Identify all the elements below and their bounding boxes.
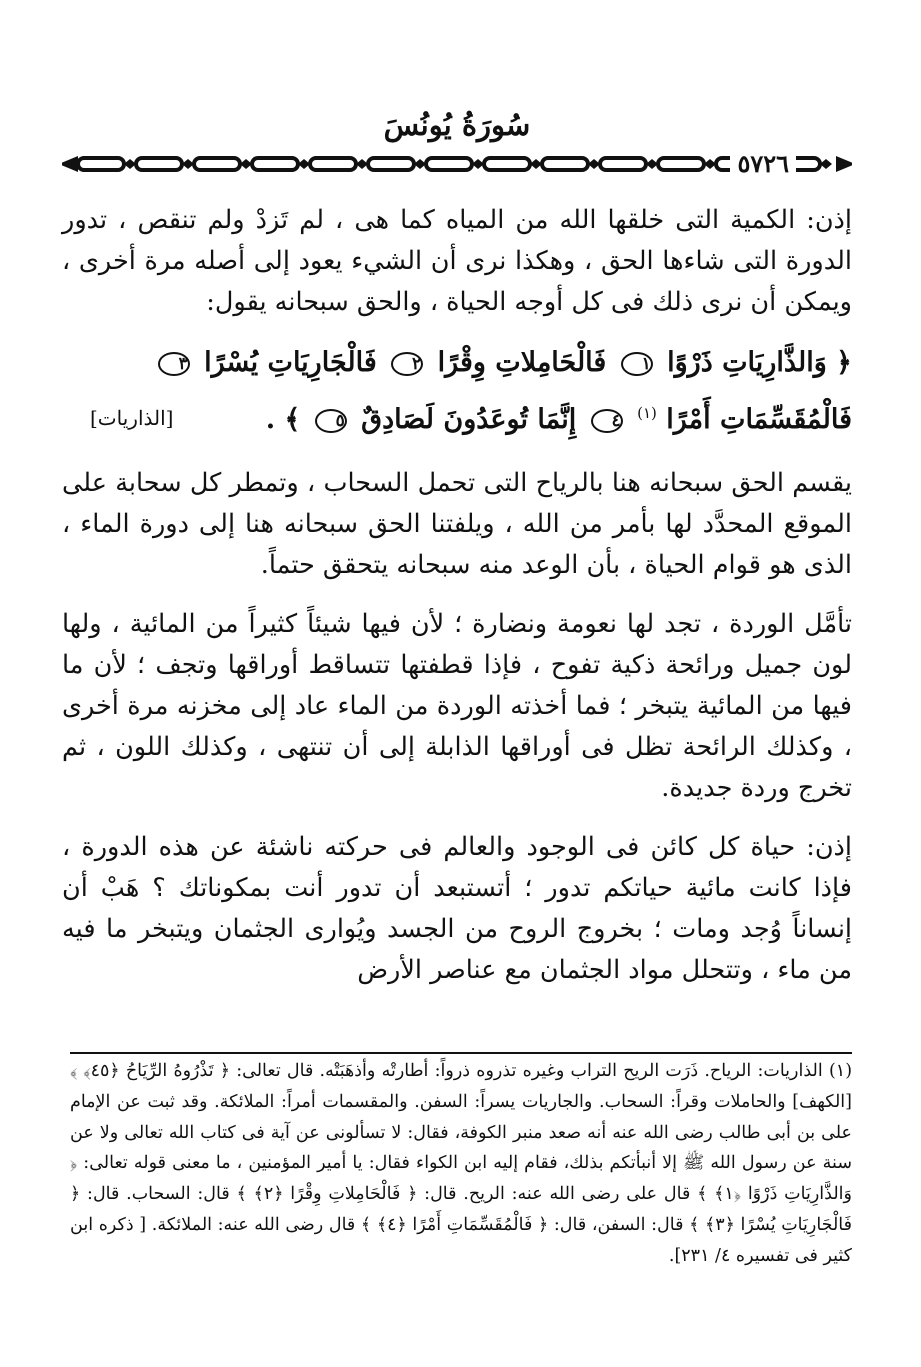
paragraph-2: يقسم الحق سبحانه هنا بالرياح التى تحمل السحاب ، وتمطر كل سحابة على الموقع المحدَّد لها بأمر من الله ، ويلفتنا الحق سبحانه هنا إلى دورة الماء ، الذى هو قوام الحياة ، بأن الوعد منه سبحانه يتحقق حتماً. bbox=[62, 468, 852, 580]
ayah-number-2: ٢ bbox=[391, 352, 423, 376]
page-number: ٥٧٢٦ bbox=[730, 150, 796, 178]
verse-line-2 bbox=[62, 388, 852, 445]
rule-chain-link bbox=[136, 158, 182, 170]
book-page bbox=[62, 104, 852, 1334]
rule-chain-link bbox=[542, 158, 588, 170]
verse-ayah-3-text: فَالْجَارِيَاتِ يُسْرًا bbox=[204, 347, 377, 378]
rule-chain-link bbox=[368, 158, 414, 170]
footnote bbox=[70, 1056, 852, 1272]
surah-header-title: سُورَةُ يُونُسَ bbox=[383, 108, 531, 142]
rule-chain-link bbox=[78, 158, 124, 170]
verse-ayah-1-text: وَالذَّارِيَاتِ ذَرْوًا bbox=[667, 347, 827, 378]
rule-diamond bbox=[820, 159, 832, 169]
paragraph-1: إذن: الكمية التى خلقها الله من المياه كما هى ، لم تَزدْ ولم تنقص ، تدور الدورة التى شاءها الحق ، وهكذا نرى أن الشيء يعود إلى أصله مرة أخرى ، ويمكن أن نرى ذلك فى كل أوجه الحياة ، والحق سبحانه يقول: bbox=[62, 205, 852, 317]
rule-chain-link bbox=[194, 158, 240, 170]
rule-chain-link bbox=[484, 158, 530, 170]
rule-chain-link bbox=[600, 158, 646, 170]
verse-close-bracket: ﴾ bbox=[284, 404, 301, 435]
verse-ayah-5-text: إِنَّمَا تُوعَدُونَ لَصَادِقٌ bbox=[361, 404, 577, 435]
verse-end-mark: . bbox=[265, 404, 276, 435]
footnote-reference-mark: (١) bbox=[637, 404, 657, 422]
quran-verse-block bbox=[62, 338, 852, 445]
ayah-number-5: ٥ bbox=[315, 409, 347, 433]
footnote-separator-line bbox=[70, 1052, 852, 1054]
verse-ayah-4-text: فَالْمُقَسِّمَاتِ أَمْرًا bbox=[666, 404, 852, 435]
ayah-number-1: ١ bbox=[621, 352, 653, 376]
rule-end-right bbox=[838, 159, 850, 169]
rule-end-left bbox=[64, 159, 76, 169]
ayah-number-4: ٤ bbox=[591, 409, 623, 433]
paragraph-3: تأمَّل الوردة ، تجد لها نعومة ونضارة ؛ لأن فيها شيئاً كثيراً من المائية ، ولها لون جميل ورائحة ذكية تفوح ، فإذا قطفتها تتساقط أوراقها وتجف ؛ لأن ما فيها من المائية يتبخر ؛ فما أخذته الوردة من الماء عاد إلى مخزنه مرة أخرى ، وكذلك الرائحة تظل فى أوراقها الذابلة إلى أن تنتهى ، وكذلك اللون ، ثم تخرج وردة جديدة. bbox=[62, 609, 852, 803]
ayah-number-3: ٣ bbox=[158, 352, 190, 376]
surah-reference-tag: [الذاريات] bbox=[90, 406, 174, 430]
rule-chain-link bbox=[426, 158, 472, 170]
rule-chain-link bbox=[252, 158, 298, 170]
main-text bbox=[62, 200, 852, 991]
rule-chain-link bbox=[310, 158, 356, 170]
verse-open-bracket: ﴿ bbox=[836, 347, 852, 378]
verse-ayah-2-text: فَالْحَامِلاتِ وِقْرًا bbox=[437, 347, 607, 378]
paragraph-4: إذن: حياة كل كائن فى الوجود والعالم فى حركته ناشئة عن هذه الدورة ، فإذا كانت مائية حياتكم تدور ؛ أتستبعد أن تدور أنت بمكوناتك ؟ هَبْ أن إنساناً وُجد ومات ؛ بخروج الروح من الجسد ويُوارى الجثمان ويتبخر ما فيه من ماء ، وتتحلل مواد الجثمان مع عناصر الأرض bbox=[62, 832, 852, 985]
verse-line-1 bbox=[62, 338, 852, 388]
rule-chain-link bbox=[658, 158, 704, 170]
footnote-text: (١) الذاريات: الرياح. ذَرَت الريح التراب وغيره تذروه ذرواً: أطارتْه وأذهَبَتْه. قال تعالى: ﴿ تَذْرُوهُ الرِّيَاحُ ﴿٤٥﴾ ﴾ [الكهف] والحاملات وقراً: السحاب. والجاريات يسراً: السفن. والمقسمات أمراً: الملائكة. وقد ثبت عن الإمام على بن أبى طالب رضى الله عنه أنه صعد منبر الكوفة، فقال: لا تسألونى عن آية فى كتاب الله تعالى ولا عن سنة عن رسول الله ﷺ إلا أنبأتكم بذلك، فقام إليه ابن الكواء فقال: يا أمير المؤمنين ، ما معنى قوله تعالى: ﴿ وَالذَّارِيَاتِ ذَرْوًا ﴿١﴾ ﴾ قال على رضى الله عنه: الريح. قال: ﴿ فَالْحَامِلاتِ وِقْرًا ﴿٢﴾ ﴾ قال: السحاب. قال: ﴿ فَالْجَارِيَاتِ يُسْرًا ﴿٣﴾ ﴾ قال: السفن، قال: ﴿ فَالْمُقَسِّمَاتِ أَمْرًا ﴿٤﴾ ﴾ قال رضى الله عنه: الملائكة. [ ذكره ابن كثير فى تفسيره ٤/ ٢٣١]. bbox=[70, 1061, 853, 1266]
